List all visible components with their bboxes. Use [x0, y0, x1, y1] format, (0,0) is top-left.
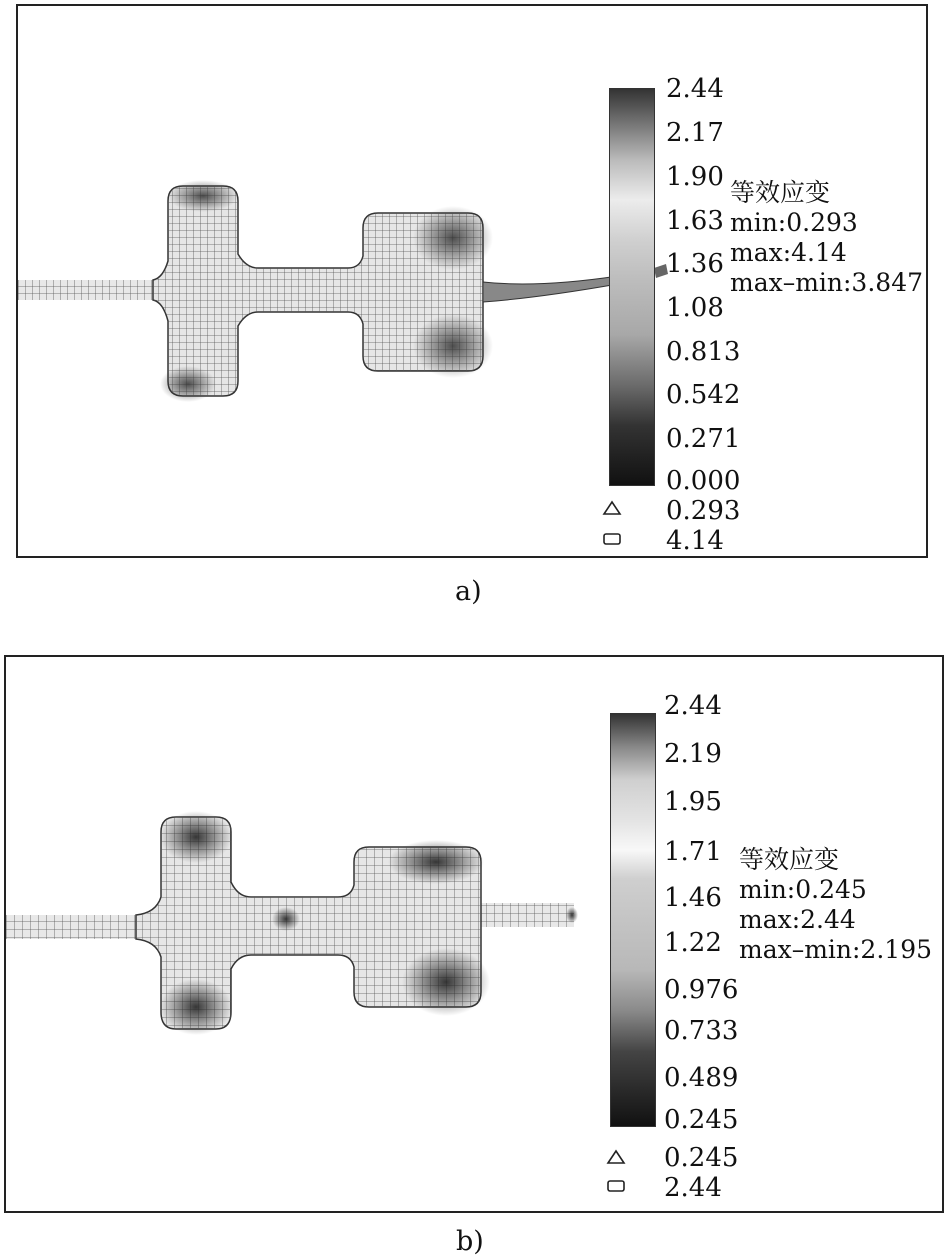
legend-title: 等效应变: [730, 178, 831, 207]
max-value-label: max:4.14: [730, 238, 847, 267]
scale-tick: 2.19: [664, 739, 722, 769]
legend-info-a: [730, 178, 923, 298]
scale-tick: 0.489: [664, 1063, 739, 1093]
max-marker-value: 2.44: [664, 1173, 722, 1203]
scale-tick: 2.17: [666, 118, 724, 148]
square-icon: [602, 532, 622, 546]
scale-tick: 0.000: [666, 466, 741, 496]
min-marker-value: 0.293: [666, 496, 741, 526]
scale-tick: 1.36: [666, 249, 724, 279]
triangle-icon: [606, 1149, 626, 1165]
color-scale-bar-b: [610, 713, 656, 1127]
color-scale-bar-a: [609, 88, 655, 486]
min-value-label: min:0.245: [739, 875, 867, 904]
figure-a-panel: [16, 4, 928, 558]
max-marker-value: 4.14: [666, 526, 724, 556]
scale-tick: 0.976: [664, 975, 739, 1005]
scale-tick: 1.22: [664, 928, 722, 958]
range-value-label: max–min:2.195: [739, 935, 933, 964]
legend-info-b: [739, 845, 932, 965]
scale-tick: 1.71: [664, 837, 722, 867]
scale-tick: 2.44: [666, 74, 724, 104]
scale-tick: 1.90: [666, 162, 724, 192]
scale-tick: 1.63: [666, 206, 724, 236]
figure-caption-a: a): [455, 576, 482, 607]
figure-b-panel: [4, 655, 944, 1213]
scale-tick: 0.245: [664, 1105, 739, 1135]
square-icon: [606, 1179, 626, 1193]
scale-tick: 0.542: [666, 380, 741, 410]
scale-tick: 2.44: [664, 691, 722, 721]
scale-tick: 0.813: [666, 337, 741, 367]
legend-title: 等效应变: [739, 845, 840, 874]
min-marker-value: 0.245: [664, 1143, 739, 1173]
scale-tick: 1.46: [664, 883, 722, 913]
scale-tick: 1.95: [664, 787, 722, 817]
max-value-label: max:2.44: [739, 905, 856, 934]
scale-tick: 0.271: [666, 424, 741, 454]
min-value-label: min:0.293: [730, 208, 858, 237]
figure-caption-b: b): [456, 1226, 484, 1257]
range-value-label: max–min:3.847: [730, 268, 924, 297]
scale-tick: 0.733: [664, 1016, 739, 1046]
triangle-icon: [602, 500, 622, 516]
scale-tick: 1.08: [666, 293, 724, 323]
